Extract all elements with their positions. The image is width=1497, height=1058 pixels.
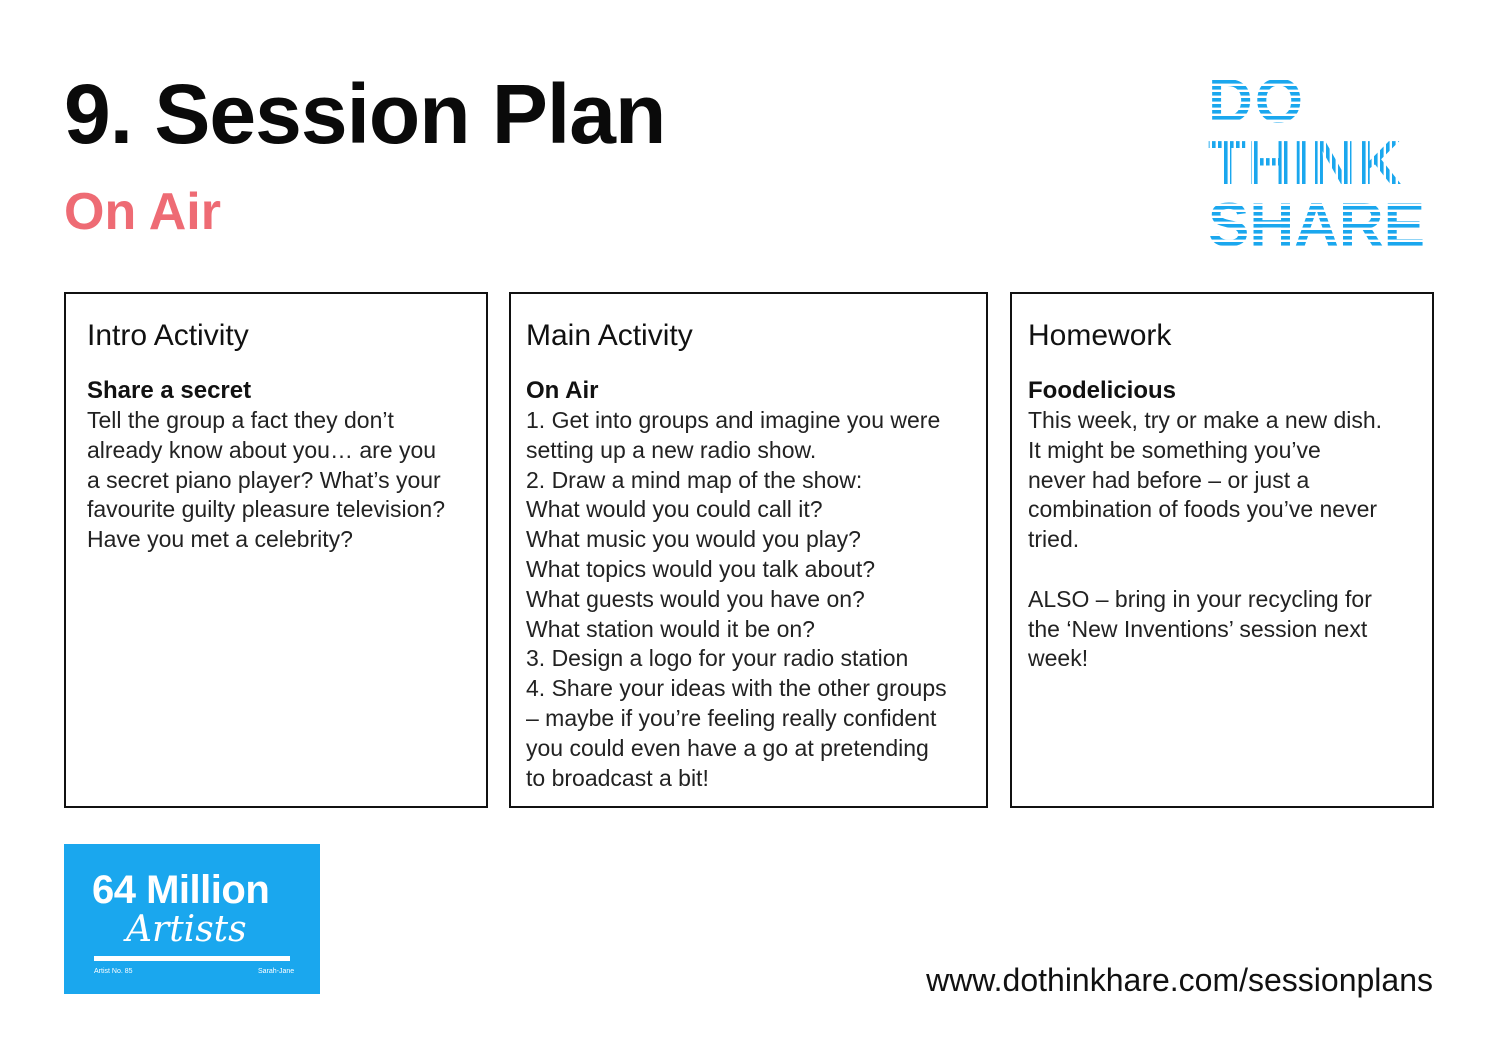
homework-line: the ‘New Inventions’ session next (1028, 615, 1368, 642)
page-title: 9. Session Plan (64, 67, 666, 161)
page-subtitle: On Air (64, 183, 221, 241)
main-activity-heading: Main Activity (526, 319, 693, 352)
intro-line: already know about you… are you (87, 436, 437, 463)
main-line: What music you would you play? (526, 526, 861, 553)
badge-artist-number: Artist No. 85 (94, 968, 133, 975)
main-line: What station would it be on? (526, 615, 815, 642)
homework-body (1028, 406, 1420, 674)
main-line: 4. Share your ideas with the other groups (526, 675, 947, 702)
homework-line: never had before – or just a (1028, 466, 1310, 493)
intro-activity-card (64, 292, 488, 808)
main-line: What guests would you have on? (526, 585, 865, 612)
intro-activity-heading: Intro Activity (87, 319, 249, 352)
main-line: 2. Draw a mind map of the show: (526, 466, 863, 493)
homework-line: week! (1028, 645, 1089, 672)
homework-line: This week, try or make a new dish. (1028, 407, 1383, 433)
logo-line-share: SHARE (1208, 191, 1426, 252)
main-activity-body (526, 406, 974, 793)
homework-heading: Homework (1028, 319, 1172, 352)
homework-subheading: Foodelicious (1028, 377, 1177, 404)
main-line: – maybe if you’re feeling really confident (526, 704, 937, 731)
main-line: you could even have a go at pretending (526, 734, 929, 761)
intro-activity-body (87, 406, 474, 555)
intro-activity-subheading: Share a secret (87, 377, 252, 404)
do-think-share-logo (1206, 68, 1436, 252)
badge-script-signature: Artists (126, 909, 247, 950)
badge-artist-name: Sarah-Jane (258, 968, 295, 975)
intro-line: favourite guilty pleasure television? (87, 496, 445, 523)
logo-line-think: THINK (1208, 129, 1403, 198)
homework-line: combination of foods you’ve never (1028, 496, 1378, 523)
logo-line-do: DO (1208, 68, 1305, 136)
64-million-artists-badge (64, 844, 320, 994)
badge-underline (94, 956, 290, 961)
paragraph-gap (1028, 555, 1420, 585)
homework-card (1010, 292, 1434, 808)
main-line: setting up a new radio show. (526, 436, 817, 463)
homework-line: It might be something you’ve (1028, 436, 1321, 463)
homework-line: ALSO – bring in your recycling for (1028, 585, 1372, 612)
intro-line: Have you met a celebrity? (87, 526, 353, 553)
main-line: 1. Get into groups and imagine you were (526, 407, 941, 433)
footer-url-link[interactable]: www.dothinkhare.com/sessionplans (926, 962, 1433, 998)
main-activity-card (509, 292, 988, 808)
badge-title: 64 Million (92, 868, 270, 912)
intro-line: Tell the group a fact they don’t (87, 407, 394, 433)
main-activity-subheading: On Air (526, 377, 599, 404)
main-line: 3. Design a logo for your radio station (526, 645, 909, 672)
intro-line: a secret piano player? What’s your (87, 466, 441, 493)
main-line: What would you could call it? (526, 496, 823, 523)
main-line: What topics would you talk about? (526, 555, 876, 582)
homework-line: tried. (1028, 526, 1080, 553)
main-line: to broadcast a bit! (526, 764, 709, 791)
